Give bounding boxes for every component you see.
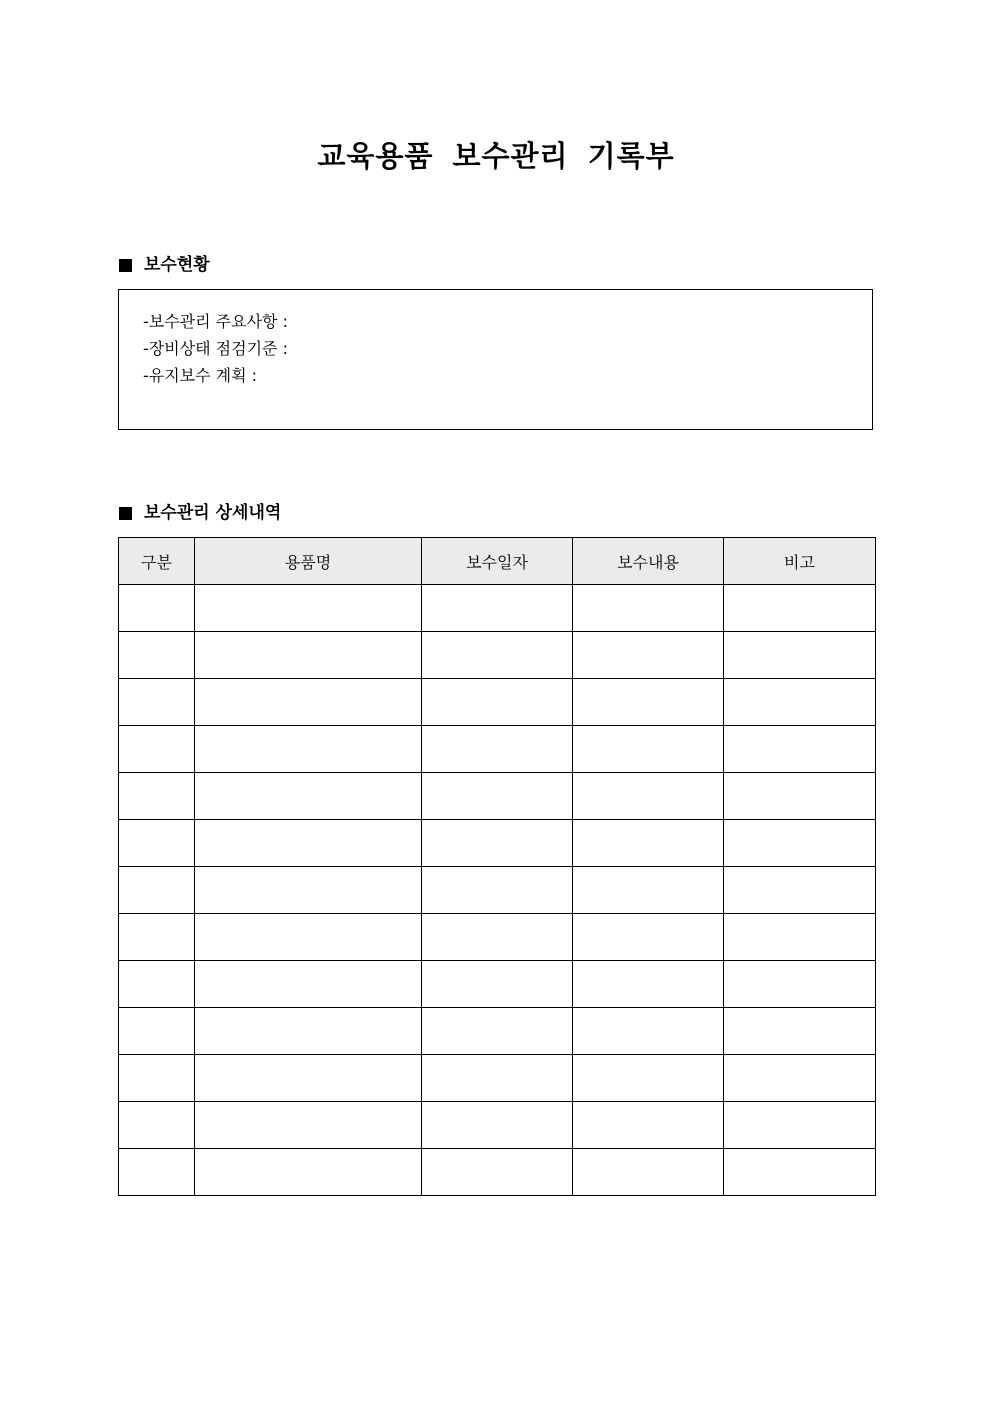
status-line-maintenance-plan: -유지보수 계획 :: [143, 366, 258, 385]
cell-category[interactable]: [119, 1055, 195, 1102]
cell-remarks[interactable]: [724, 1102, 876, 1149]
cell-item-name[interactable]: [195, 1008, 422, 1055]
cell-remarks[interactable]: [724, 679, 876, 726]
cell-remarks[interactable]: [724, 1008, 876, 1055]
cell-category[interactable]: [119, 1102, 195, 1149]
column-header-repair-date: 보수일자: [422, 538, 573, 585]
cell-item-name[interactable]: [195, 867, 422, 914]
cell-item-name[interactable]: [195, 820, 422, 867]
table-header-row: [119, 538, 876, 585]
cell-remarks[interactable]: [724, 820, 876, 867]
cell-category[interactable]: [119, 867, 195, 914]
cell-item-name[interactable]: [195, 726, 422, 773]
cell-repair-date[interactable]: [422, 585, 573, 632]
cell-repair-details[interactable]: [573, 585, 724, 632]
cell-repair-details[interactable]: [573, 726, 724, 773]
cell-repair-date[interactable]: [422, 726, 573, 773]
table-row: [119, 726, 876, 773]
cell-repair-date[interactable]: [422, 867, 573, 914]
table-row: [119, 679, 876, 726]
cell-repair-date[interactable]: [422, 914, 573, 961]
cell-category[interactable]: [119, 1008, 195, 1055]
table-row: [119, 1102, 876, 1149]
cell-remarks[interactable]: [724, 867, 876, 914]
table-row: [119, 585, 876, 632]
cell-repair-details[interactable]: [573, 1055, 724, 1102]
table-row: [119, 773, 876, 820]
status-section-heading-label: 보수현황: [144, 255, 210, 275]
cell-category[interactable]: [119, 585, 195, 632]
table-row: [119, 961, 876, 1008]
cell-remarks[interactable]: [724, 961, 876, 1008]
detail-table: [118, 537, 876, 1196]
cell-remarks[interactable]: [724, 632, 876, 679]
column-header-item-name: 용품명: [195, 538, 422, 585]
cell-item-name[interactable]: [195, 632, 422, 679]
cell-repair-details[interactable]: [573, 1149, 724, 1196]
cell-category[interactable]: [119, 914, 195, 961]
cell-remarks[interactable]: [724, 914, 876, 961]
cell-item-name[interactable]: [195, 773, 422, 820]
table-body: [119, 585, 876, 1196]
square-bullet-icon: [119, 259, 132, 272]
cell-repair-date[interactable]: [422, 679, 573, 726]
cell-repair-date[interactable]: [422, 773, 573, 820]
cell-remarks[interactable]: [724, 1055, 876, 1102]
detail-section-heading-label: 보수관리 상세내역: [144, 503, 282, 523]
table-row: [119, 914, 876, 961]
cell-repair-details[interactable]: [573, 914, 724, 961]
column-header-remarks: 비고: [724, 538, 876, 585]
cell-item-name[interactable]: [195, 1149, 422, 1196]
cell-category[interactable]: [119, 961, 195, 1008]
cell-remarks[interactable]: [724, 1149, 876, 1196]
cell-item-name[interactable]: [195, 679, 422, 726]
cell-category[interactable]: [119, 679, 195, 726]
cell-repair-date[interactable]: [422, 632, 573, 679]
status-line-main-items: -보수관리 주요사항 :: [143, 312, 288, 331]
table-row: [119, 1008, 876, 1055]
cell-item-name[interactable]: [195, 1102, 422, 1149]
cell-category[interactable]: [119, 1149, 195, 1196]
cell-category[interactable]: [119, 632, 195, 679]
cell-remarks[interactable]: [724, 773, 876, 820]
cell-repair-details[interactable]: [573, 961, 724, 1008]
cell-repair-date[interactable]: [422, 1149, 573, 1196]
cell-item-name[interactable]: [195, 585, 422, 632]
cell-remarks[interactable]: [724, 585, 876, 632]
cell-repair-date[interactable]: [422, 820, 573, 867]
cell-item-name[interactable]: [195, 961, 422, 1008]
column-header-category: 구분: [119, 538, 195, 585]
table-row: [119, 1055, 876, 1102]
table-row: [119, 632, 876, 679]
cell-item-name[interactable]: [195, 1055, 422, 1102]
detail-section-heading: [119, 501, 281, 525]
cell-repair-details[interactable]: [573, 1008, 724, 1055]
cell-repair-date[interactable]: [422, 1008, 573, 1055]
cell-item-name[interactable]: [195, 914, 422, 961]
status-line-inspection-criteria: -장비상태 점검기준 :: [143, 339, 288, 358]
cell-category[interactable]: [119, 773, 195, 820]
cell-category[interactable]: [119, 726, 195, 773]
table-row: [119, 1149, 876, 1196]
cell-repair-date[interactable]: [422, 1102, 573, 1149]
status-section-heading: [119, 253, 210, 277]
table-row: [119, 820, 876, 867]
cell-repair-details[interactable]: [573, 1102, 724, 1149]
cell-repair-date[interactable]: [422, 1055, 573, 1102]
column-header-repair-details: 보수내용: [573, 538, 724, 585]
cell-category[interactable]: [119, 820, 195, 867]
status-box: [118, 289, 873, 430]
cell-repair-details[interactable]: [573, 820, 724, 867]
table-row: [119, 867, 876, 914]
cell-repair-details[interactable]: [573, 773, 724, 820]
cell-repair-date[interactable]: [422, 961, 573, 1008]
cell-repair-details[interactable]: [573, 679, 724, 726]
square-bullet-icon: [119, 507, 132, 520]
cell-remarks[interactable]: [724, 726, 876, 773]
document-title: 교육용품 보수관리 기록부: [317, 139, 675, 173]
cell-repair-details[interactable]: [573, 632, 724, 679]
cell-repair-details[interactable]: [573, 867, 724, 914]
